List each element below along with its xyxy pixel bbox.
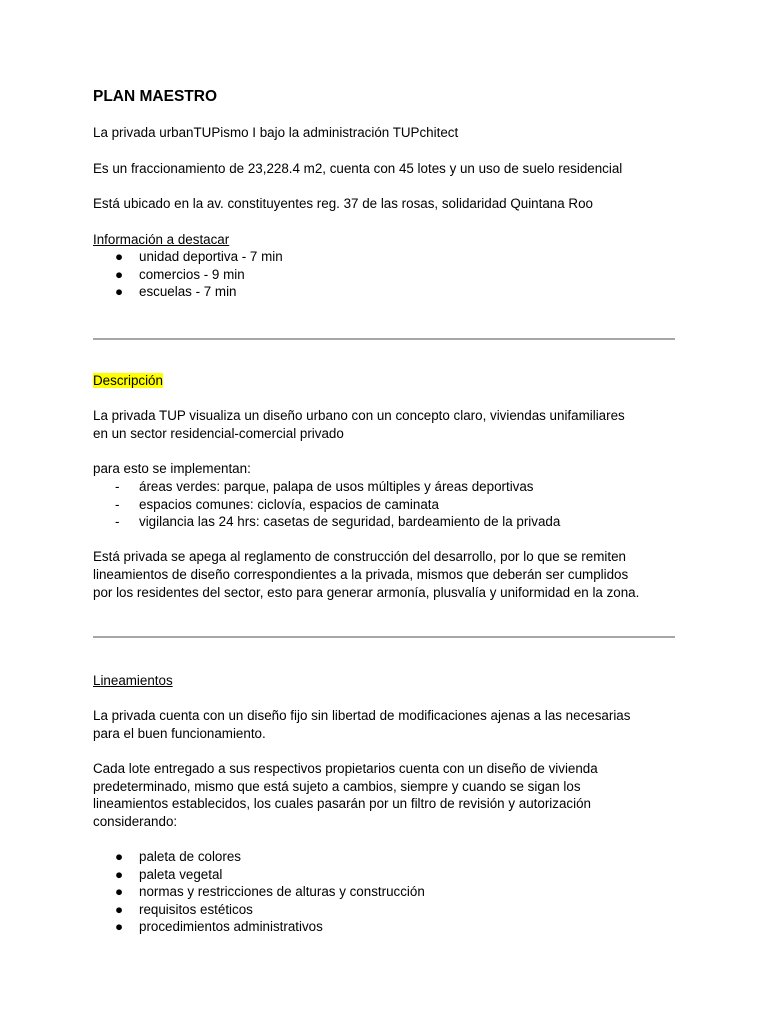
list-item: ● unidad deportiva - 7 min [115, 249, 283, 264]
list-item: ● requisitos estéticos [115, 901, 253, 917]
highlights-heading: Información a destacar [93, 232, 230, 247]
lineamientos-paragraph-1-line-2: para el buen funcionamiento. [93, 726, 266, 741]
list-item: ● paleta vegetal [115, 866, 223, 882]
lineamientos-paragraph-2-line-4: considerando: [93, 814, 178, 829]
intro-paragraph-1: La privada urbanTUPismo I bajo la administración TUPchitect [93, 125, 459, 140]
descripcion-heading: Descripción [93, 373, 163, 388]
implementation-list [93, 478, 560, 531]
divider [93, 338, 675, 340]
intro-paragraph-3: Está ubicado en la av. constituyentes reg. 37 de las rosas, solidaridad Quintana Roo [93, 196, 593, 211]
bullet-marker: ● [115, 884, 124, 900]
descripcion-paragraph-3-line-1: Está privada se apega al reglamento de construcción del desarrollo, por lo que se remiten [93, 549, 626, 564]
bullet-marker: ● [115, 866, 124, 882]
descripcion-paragraph-1-line-1: La privada TUP visualiza un diseño urbano con un concepto claro, viviendas unifamiliares [93, 408, 625, 423]
lineamientos-paragraph-2-line-2: predeterminado, mismo que está sujeto a cambios, siempre y cuando se sigan los [93, 779, 581, 794]
bullet-marker: ● [115, 266, 124, 282]
list-item: ● procedimientos administrativos [115, 919, 323, 935]
list-item: - espacios comunes: ciclovía, espacios de caminata [115, 496, 439, 512]
intro-paragraph-2: Es un fraccionamiento de 23,228.4 m2, cuenta con 45 lotes y un uso de suelo residencial [93, 161, 623, 176]
bullet-marker: ● [115, 249, 124, 264]
lineamientos-paragraph-2-line-3: lineamientos establecidos, los cuales pasarán por un filtro de revisión y autorización [93, 796, 591, 811]
bullet-marker: ● [115, 849, 124, 864]
descripcion-paragraph-3-line-3: por los residentes del sector, esto para generar armonía, plusvalía y uniformidad en la zona. [93, 585, 640, 600]
descripcion-paragraph-3-line-2: lineamientos de diseño correspondientes a la privada, mismos que deberán ser cumplidos [93, 567, 629, 582]
descripcion-paragraph-1-line-2: en un sector residencial-comercial privado [93, 426, 344, 441]
bullet-marker: ● [115, 901, 124, 917]
criteria-list [93, 848, 425, 936]
lineamientos-heading: Lineamientos [93, 673, 173, 688]
descripcion-paragraph-2: para esto se implementan: [93, 461, 251, 476]
dash-marker: - [115, 479, 120, 494]
list-item: ● escuelas - 7 min [115, 284, 237, 300]
list-item: ● normas y restricciones de alturas y construcción [115, 884, 425, 900]
list-item: - áreas verdes: parque, palapa de usos múltiples y áreas deportivas [115, 479, 534, 494]
dash-marker: - [115, 514, 120, 530]
divider [93, 636, 675, 638]
lineamientos-paragraph-2-line-1: Cada lote entregado a sus respectivos propietarios cuenta con un diseño de vivienda [93, 761, 598, 776]
bullet-marker: ● [115, 284, 124, 300]
list-item: - vigilancia las 24 hrs: casetas de seguridad, bardeamiento de la privada [115, 514, 561, 530]
highlights-list [93, 248, 283, 301]
list-item: ● paleta de colores [115, 849, 241, 864]
dash-marker: - [115, 496, 120, 512]
page-title: PLAN MAESTRO [93, 88, 217, 105]
list-item: ● comercios - 9 min [115, 266, 245, 282]
lineamientos-paragraph-1-line-1: La privada cuenta con un diseño fijo sin libertad de modificaciones ajenas a las necesarias [93, 708, 631, 723]
bullet-marker: ● [115, 919, 124, 935]
